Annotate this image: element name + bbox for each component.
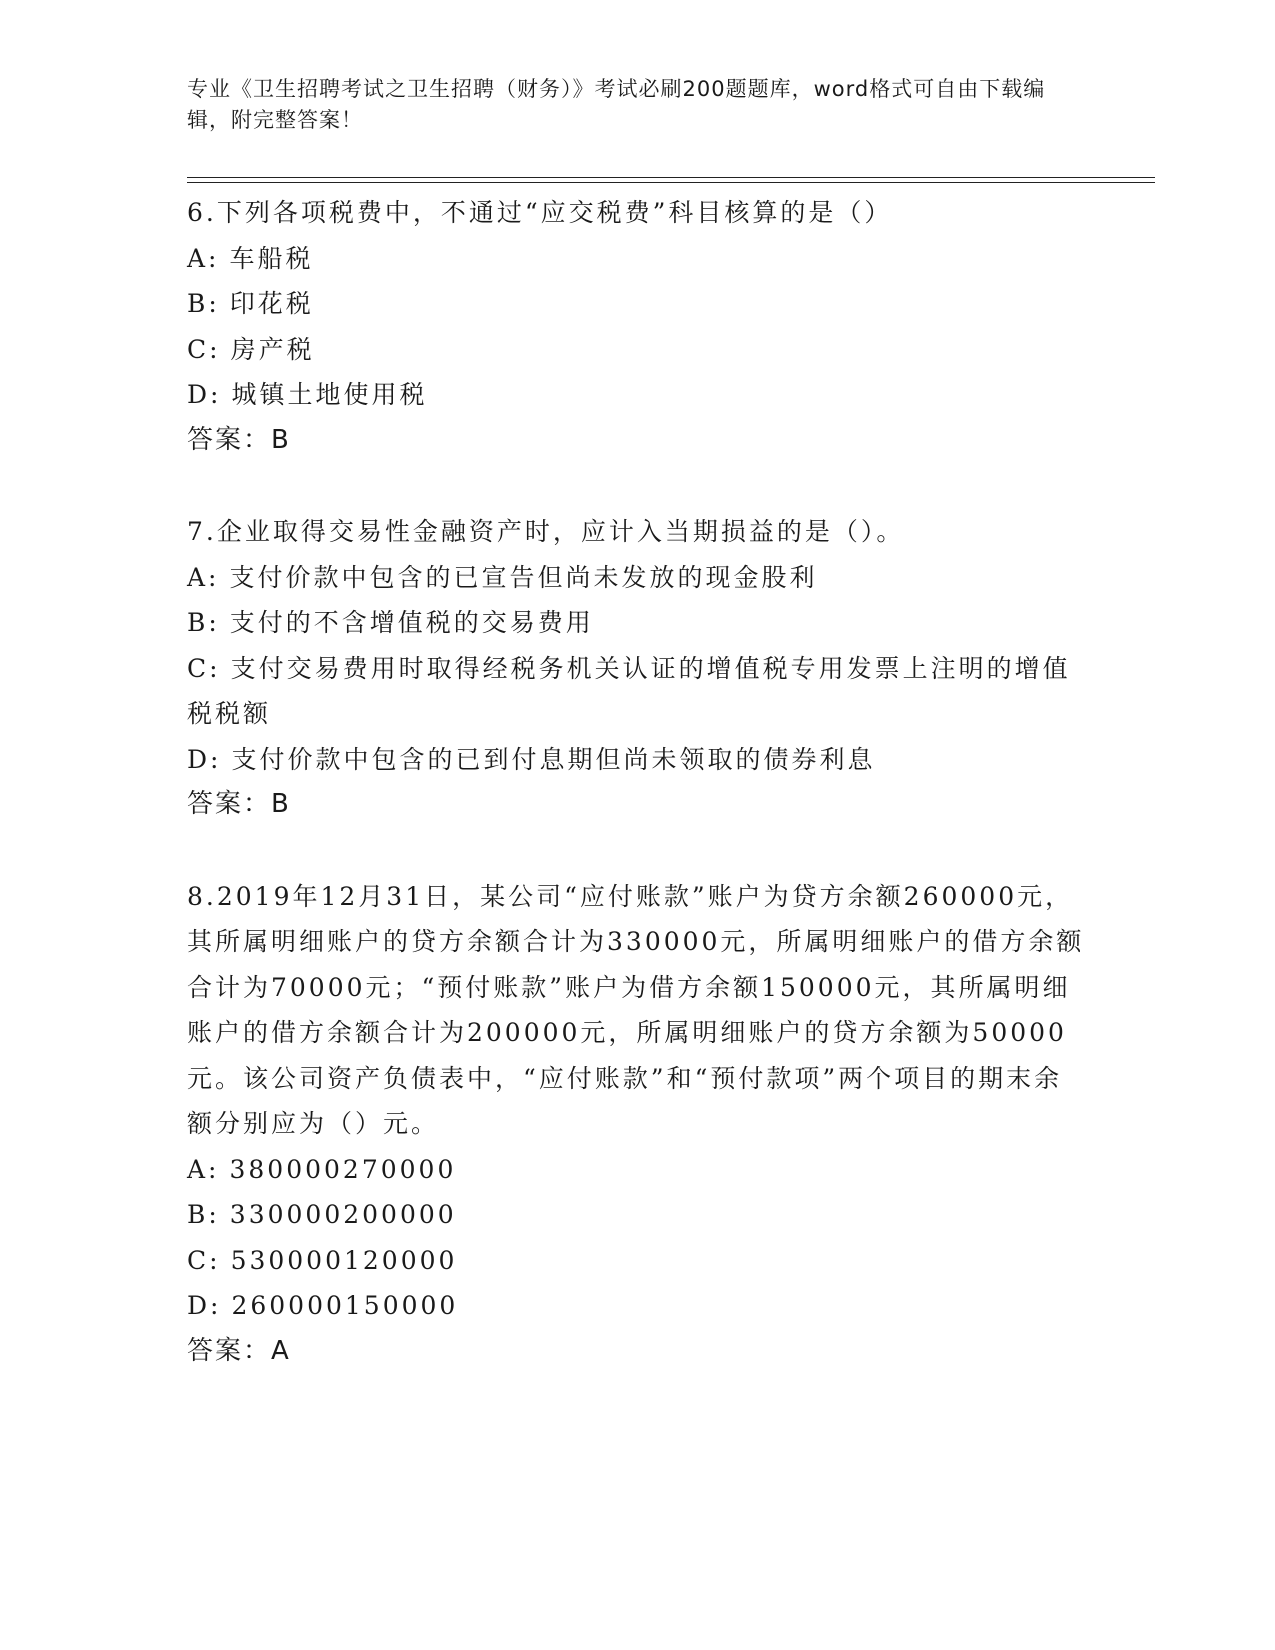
option-text: 380000270000 — [229, 1154, 457, 1184]
option-key: B: — [187, 608, 220, 637]
header-rule-top — [187, 177, 1155, 178]
document-header: 专业《卫生招聘考试之卫生招聘（财务）》考试必刷200题题库，word格式可自由下载编辑，附完整答案！ — [187, 77, 1046, 132]
option-d — [187, 372, 1087, 418]
option-text: 330000200000 — [229, 1200, 457, 1229]
option-text: 城镇土地使用税 — [231, 380, 428, 409]
answer: 答案：A — [187, 1335, 291, 1366]
option-text: 530000120000 — [230, 1245, 458, 1275]
option-text: 支付交易费用时取得经税务机关认证的增值税专用发票上注明的增值税税额 — [187, 653, 1071, 728]
option-c — [187, 646, 1087, 737]
question-stem: 8.2019年12月31日，某公司“应付账款”账户为贷方余额260000元，其所属明细账户的贷方余额合计为330000元，所属明细账户的借方余额合计为70000元；“预付账款”账户为借方余额150000元，其所属明细账户的借方余额合计为200000元，所属明细账户的贷方余额为50000元。该公司资产负债表中，“应付账款”和“预付款项”两个项目的期末余额分别应为（）元。 — [187, 881, 1085, 1138]
question-8 — [187, 874, 1087, 1375]
question-stem: 6.下列各项税费中，不通过“应交税费”科目核算的是（） — [187, 198, 893, 227]
option-a — [187, 555, 1087, 601]
option-key: C: — [187, 334, 221, 364]
answer: 答案：B — [187, 789, 291, 819]
option-key: B: — [187, 1200, 220, 1229]
option-key: A: — [187, 562, 220, 592]
option-c — [187, 1238, 1087, 1284]
option-b — [187, 281, 1087, 327]
header-rule-bottom — [187, 182, 1155, 183]
option-text: 印花税 — [229, 289, 314, 318]
question-6 — [187, 190, 1087, 463]
option-text: 车船税 — [229, 243, 314, 273]
option-text: 房产税 — [230, 334, 315, 364]
option-text: 支付价款中包含的已到付息期但尚未领取的债券利息 — [231, 744, 876, 774]
option-d — [187, 737, 1087, 783]
option-key: D: — [187, 744, 222, 774]
option-key: D: — [187, 1291, 222, 1320]
option-b — [187, 1192, 1087, 1238]
option-d — [187, 1283, 1087, 1329]
option-key: C: — [187, 653, 221, 683]
option-c — [187, 327, 1087, 373]
option-key: C: — [187, 1245, 221, 1275]
option-a — [187, 1147, 1087, 1193]
option-b — [187, 600, 1087, 646]
option-text: 支付的不含增值税的交易费用 — [229, 608, 594, 637]
question-stem: 7.企业取得交易性金融资产时，应计入当期损益的是（）。 — [187, 517, 905, 546]
question-7 — [187, 509, 1087, 828]
option-text: 支付价款中包含的已宣告但尚未发放的现金股利 — [229, 562, 818, 592]
option-key: B: — [187, 289, 220, 318]
option-key: A: — [187, 1154, 220, 1184]
option-a — [187, 236, 1087, 282]
option-text: 260000150000 — [231, 1291, 459, 1320]
answer: 答案：B — [187, 424, 291, 455]
option-key: D: — [187, 380, 222, 409]
option-key: A: — [187, 243, 220, 273]
question-list — [187, 190, 1087, 1420]
